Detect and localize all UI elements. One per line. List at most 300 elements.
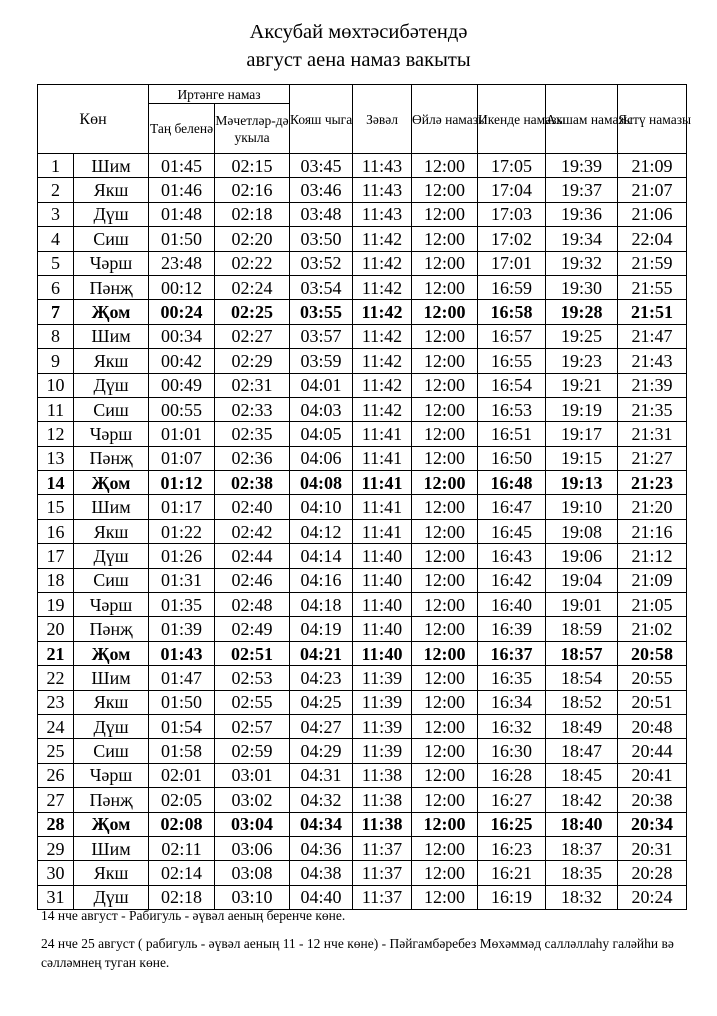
day-number-cell: 18: [38, 568, 74, 592]
time-cell: 12:00: [412, 154, 478, 178]
time-cell: 02:42: [215, 519, 290, 543]
time-cell: 11:43: [353, 202, 412, 226]
time-cell: 17:02: [478, 227, 546, 251]
time-cell: 16:51: [478, 422, 546, 446]
time-cell: 11:42: [353, 349, 412, 373]
table-row: [38, 519, 687, 543]
table-row: [38, 300, 687, 324]
time-cell: 02:22: [215, 251, 290, 275]
time-cell: 01:58: [149, 739, 215, 763]
weekday-cell: Сиш: [74, 568, 149, 592]
table-row: [38, 763, 687, 787]
note-2: 24 нче 25 август ( рабигуль - әүвәл аеның 11 - 12 нче көне) - Пәйгамбәребез Мөхәммәд салләллаһу галәйһи вә сәлләмнең туган көне.: [41, 936, 674, 970]
day-number-cell: 16: [38, 519, 74, 543]
time-cell: 02:44: [215, 544, 290, 568]
time-cell: 04:36: [290, 836, 353, 860]
weekday-cell: Җом: [74, 812, 149, 836]
weekday-cell: Җом: [74, 471, 149, 495]
time-cell: 04:06: [290, 446, 353, 470]
header-day: Көн: [38, 85, 149, 154]
time-cell: 04:05: [290, 422, 353, 446]
time-cell: 16:25: [478, 812, 546, 836]
time-cell: 04:31: [290, 763, 353, 787]
day-number-cell: 6: [38, 275, 74, 299]
time-cell: 11:40: [353, 593, 412, 617]
time-cell: 16:42: [478, 568, 546, 592]
time-cell: 12:00: [412, 446, 478, 470]
time-cell: 20:24: [618, 885, 687, 909]
time-cell: 11:42: [353, 373, 412, 397]
time-cell: 21:16: [618, 519, 687, 543]
time-cell: 20:55: [618, 666, 687, 690]
day-number-cell: 5: [38, 251, 74, 275]
time-cell: 16:19: [478, 885, 546, 909]
time-cell: 12:00: [412, 739, 478, 763]
time-cell: 12:00: [412, 666, 478, 690]
time-cell: 21:12: [618, 544, 687, 568]
time-cell: 18:45: [546, 763, 618, 787]
time-cell: 16:48: [478, 471, 546, 495]
time-cell: 11:40: [353, 568, 412, 592]
time-cell: 19:28: [546, 300, 618, 324]
time-cell: 12:00: [412, 519, 478, 543]
time-cell: 17:05: [478, 154, 546, 178]
time-cell: 16:53: [478, 397, 546, 421]
time-cell: 16:54: [478, 373, 546, 397]
time-cell: 04:40: [290, 885, 353, 909]
time-cell: 02:20: [215, 227, 290, 251]
time-cell: 02:14: [149, 861, 215, 885]
header-ikende: Икенде намазы: [478, 85, 546, 154]
time-cell: 02:18: [215, 202, 290, 226]
weekday-cell: Якш: [74, 349, 149, 373]
time-cell: 19:17: [546, 422, 618, 446]
time-cell: 20:58: [618, 641, 687, 665]
time-cell: 11:41: [353, 519, 412, 543]
time-cell: 19:06: [546, 544, 618, 568]
time-cell: 02:01: [149, 763, 215, 787]
time-cell: 21:09: [618, 568, 687, 592]
time-cell: 20:41: [618, 763, 687, 787]
time-cell: 20:51: [618, 690, 687, 714]
day-number-cell: 17: [38, 544, 74, 568]
time-cell: 02:35: [215, 422, 290, 446]
time-cell: 01:43: [149, 641, 215, 665]
time-cell: 16:32: [478, 714, 546, 738]
time-cell: 17:04: [478, 178, 546, 202]
weekday-cell: Чәрш: [74, 763, 149, 787]
time-cell: 20:34: [618, 812, 687, 836]
weekday-cell: Шим: [74, 154, 149, 178]
day-number-cell: 26: [38, 763, 74, 787]
time-cell: 02:18: [149, 885, 215, 909]
day-number-cell: 11: [38, 397, 74, 421]
time-cell: 21:09: [618, 154, 687, 178]
header-sunrise: Кояш чыга: [290, 85, 353, 154]
time-cell: 12:00: [412, 544, 478, 568]
table-row: [38, 251, 687, 275]
weekday-cell: Җом: [74, 641, 149, 665]
table-row: [38, 471, 687, 495]
table-row: [38, 324, 687, 348]
time-cell: 12:00: [412, 714, 478, 738]
time-cell: 18:32: [546, 885, 618, 909]
time-cell: 16:45: [478, 519, 546, 543]
weekday-cell: Якш: [74, 861, 149, 885]
time-cell: 11:37: [353, 885, 412, 909]
time-cell: 12:00: [412, 227, 478, 251]
weekday-cell: Пәнҗ: [74, 788, 149, 812]
time-cell: 03:45: [290, 154, 353, 178]
header-yastu: Ястү намазы: [618, 85, 687, 154]
time-cell: 19:25: [546, 324, 618, 348]
time-cell: 01:54: [149, 714, 215, 738]
table-body: [38, 154, 687, 910]
time-cell: 02:33: [215, 397, 290, 421]
weekday-cell: Сиш: [74, 739, 149, 763]
time-cell: 02:16: [215, 178, 290, 202]
time-cell: 21:23: [618, 471, 687, 495]
day-number-cell: 28: [38, 812, 74, 836]
time-cell: 11:40: [353, 544, 412, 568]
time-cell: 12:00: [412, 788, 478, 812]
time-cell: 11:40: [353, 617, 412, 641]
time-cell: 02:25: [215, 300, 290, 324]
time-cell: 19:36: [546, 202, 618, 226]
day-number-cell: 23: [38, 690, 74, 714]
time-cell: 21:06: [618, 202, 687, 226]
table-row: [38, 422, 687, 446]
time-cell: 19:13: [546, 471, 618, 495]
time-cell: 03:04: [215, 812, 290, 836]
table-row: [38, 275, 687, 299]
day-number-cell: 2: [38, 178, 74, 202]
time-cell: 12:00: [412, 397, 478, 421]
time-cell: 21:35: [618, 397, 687, 421]
day-number-cell: 10: [38, 373, 74, 397]
time-cell: 03:54: [290, 275, 353, 299]
time-cell: 16:34: [478, 690, 546, 714]
weekday-cell: Дүш: [74, 202, 149, 226]
table-row: [38, 666, 687, 690]
header-zeval: Зәвәл: [353, 85, 412, 154]
weekday-cell: Чәрш: [74, 593, 149, 617]
time-cell: 01:35: [149, 593, 215, 617]
time-cell: 20:31: [618, 836, 687, 860]
time-cell: 19:19: [546, 397, 618, 421]
time-cell: 04:34: [290, 812, 353, 836]
day-number-cell: 9: [38, 349, 74, 373]
time-cell: 19:04: [546, 568, 618, 592]
time-cell: 04:01: [290, 373, 353, 397]
time-cell: 02:40: [215, 495, 290, 519]
time-cell: 11:41: [353, 446, 412, 470]
weekday-cell: Шим: [74, 495, 149, 519]
time-cell: 21:05: [618, 593, 687, 617]
time-cell: 16:28: [478, 763, 546, 787]
table-row: [38, 495, 687, 519]
page-title: Аксубай мөхтәсибәтендә: [249, 21, 468, 43]
day-number-cell: 25: [38, 739, 74, 763]
time-cell: 19:01: [546, 593, 618, 617]
time-cell: 11:42: [353, 324, 412, 348]
time-cell: 02:48: [215, 593, 290, 617]
time-cell: 11:43: [353, 178, 412, 202]
time-cell: 04:08: [290, 471, 353, 495]
weekday-cell: Чәрш: [74, 422, 149, 446]
time-cell: 02:27: [215, 324, 290, 348]
time-cell: 21:55: [618, 275, 687, 299]
weekday-cell: Шим: [74, 836, 149, 860]
time-cell: 03:02: [215, 788, 290, 812]
weekday-cell: Пәнҗ: [74, 446, 149, 470]
table-row: [38, 739, 687, 763]
weekday-cell: Чәрш: [74, 251, 149, 275]
time-cell: 19:21: [546, 373, 618, 397]
time-cell: 18:35: [546, 861, 618, 885]
time-cell: 11:41: [353, 471, 412, 495]
time-cell: 12:00: [412, 641, 478, 665]
time-cell: 18:49: [546, 714, 618, 738]
time-cell: 16:37: [478, 641, 546, 665]
time-cell: 00:42: [149, 349, 215, 373]
time-cell: 19:30: [546, 275, 618, 299]
table-row: [38, 593, 687, 617]
header-oila: Өйлә намазы: [412, 85, 478, 154]
day-number-cell: 30: [38, 861, 74, 885]
time-cell: 02:38: [215, 471, 290, 495]
time-cell: 00:55: [149, 397, 215, 421]
time-cell: 20:38: [618, 788, 687, 812]
time-cell: 00:49: [149, 373, 215, 397]
time-cell: 12:00: [412, 202, 478, 226]
time-cell: 00:12: [149, 275, 215, 299]
time-cell: 01:48: [149, 202, 215, 226]
table-row: [38, 397, 687, 421]
time-cell: 02:08: [149, 812, 215, 836]
day-number-cell: 13: [38, 446, 74, 470]
time-cell: 19:10: [546, 495, 618, 519]
weekday-cell: Сиш: [74, 227, 149, 251]
header-morning-group: Иртәнге намаз: [149, 85, 290, 104]
time-cell: 11:38: [353, 788, 412, 812]
time-cell: 02:55: [215, 690, 290, 714]
prayer-times-table: [37, 84, 692, 910]
table-row: [38, 568, 687, 592]
time-cell: 02:31: [215, 373, 290, 397]
time-cell: 21:59: [618, 251, 687, 275]
time-cell: 18:47: [546, 739, 618, 763]
table-row: [38, 154, 687, 178]
time-cell: 04:19: [290, 617, 353, 641]
weekday-cell: Пәнҗ: [74, 275, 149, 299]
time-cell: 12:00: [412, 324, 478, 348]
time-cell: 02:49: [215, 617, 290, 641]
time-cell: 20:28: [618, 861, 687, 885]
time-cell: 01:50: [149, 690, 215, 714]
time-cell: 03:10: [215, 885, 290, 909]
time-cell: 11:39: [353, 690, 412, 714]
time-cell: 17:03: [478, 202, 546, 226]
time-cell: 01:26: [149, 544, 215, 568]
time-cell: 16:30: [478, 739, 546, 763]
time-cell: 01:46: [149, 178, 215, 202]
time-cell: 16:57: [478, 324, 546, 348]
time-cell: 18:42: [546, 788, 618, 812]
time-cell: 03:59: [290, 349, 353, 373]
time-cell: 16:43: [478, 544, 546, 568]
table-row: [38, 812, 687, 836]
table-row: [38, 349, 687, 373]
day-number-cell: 24: [38, 714, 74, 738]
time-cell: 01:39: [149, 617, 215, 641]
time-cell: 01:07: [149, 446, 215, 470]
time-cell: 12:00: [412, 593, 478, 617]
day-number-cell: 22: [38, 666, 74, 690]
time-cell: 04:27: [290, 714, 353, 738]
time-cell: 11:39: [353, 714, 412, 738]
day-number-cell: 15: [38, 495, 74, 519]
time-cell: 03:52: [290, 251, 353, 275]
day-number-cell: 8: [38, 324, 74, 348]
time-cell: 21:31: [618, 422, 687, 446]
time-cell: 03:01: [215, 763, 290, 787]
time-cell: 04:12: [290, 519, 353, 543]
table-row: [38, 836, 687, 860]
time-cell: 11:42: [353, 275, 412, 299]
time-cell: 11:43: [353, 154, 412, 178]
time-cell: 21:02: [618, 617, 687, 641]
table-row: [38, 373, 687, 397]
time-cell: 16:35: [478, 666, 546, 690]
time-cell: 01:50: [149, 227, 215, 251]
time-cell: 04:03: [290, 397, 353, 421]
time-cell: 02:51: [215, 641, 290, 665]
time-cell: 02:29: [215, 349, 290, 373]
time-cell: 21:27: [618, 446, 687, 470]
time-cell: 11:40: [353, 641, 412, 665]
time-cell: 02:59: [215, 739, 290, 763]
time-cell: 20:44: [618, 739, 687, 763]
table-row: [38, 714, 687, 738]
time-cell: 11:41: [353, 495, 412, 519]
time-cell: 04:23: [290, 666, 353, 690]
page-subtitle: август аена намаз вакыты: [246, 49, 471, 71]
time-cell: 01:01: [149, 422, 215, 446]
time-cell: 12:00: [412, 690, 478, 714]
time-cell: 12:00: [412, 349, 478, 373]
table-row: [38, 446, 687, 470]
time-cell: 18:37: [546, 836, 618, 860]
time-cell: 12:00: [412, 495, 478, 519]
time-cell: 02:15: [215, 154, 290, 178]
time-cell: 11:37: [353, 861, 412, 885]
time-cell: 12:00: [412, 617, 478, 641]
time-cell: 11:39: [353, 666, 412, 690]
time-cell: 12:00: [412, 568, 478, 592]
time-cell: 11:42: [353, 397, 412, 421]
time-cell: 04:29: [290, 739, 353, 763]
time-cell: 12:00: [412, 836, 478, 860]
time-cell: 21:43: [618, 349, 687, 373]
day-number-cell: 20: [38, 617, 74, 641]
time-cell: 12:00: [412, 885, 478, 909]
weekday-cell: Якш: [74, 178, 149, 202]
time-cell: 18:54: [546, 666, 618, 690]
time-cell: 12:00: [412, 300, 478, 324]
time-cell: 20:48: [618, 714, 687, 738]
time-cell: 21:47: [618, 324, 687, 348]
time-cell: 16:39: [478, 617, 546, 641]
weekday-cell: Дүш: [74, 544, 149, 568]
time-cell: 01:17: [149, 495, 215, 519]
day-number-cell: 1: [38, 154, 74, 178]
day-number-cell: 14: [38, 471, 74, 495]
day-number-cell: 31: [38, 885, 74, 909]
time-cell: 17:01: [478, 251, 546, 275]
time-cell: 16:50: [478, 446, 546, 470]
day-number-cell: 27: [38, 788, 74, 812]
table-row: [38, 617, 687, 641]
time-cell: 02:46: [215, 568, 290, 592]
time-cell: 22:04: [618, 227, 687, 251]
header-akhsham: Ахшам намазы: [546, 85, 618, 154]
time-cell: 01:22: [149, 519, 215, 543]
table-row: [38, 202, 687, 226]
time-cell: 02:53: [215, 666, 290, 690]
header-dawn: Таң беленә: [149, 104, 215, 154]
time-cell: 03:08: [215, 861, 290, 885]
table-row: [38, 788, 687, 812]
time-cell: 02:36: [215, 446, 290, 470]
time-cell: 19:08: [546, 519, 618, 543]
time-cell: 04:10: [290, 495, 353, 519]
time-cell: 18:57: [546, 641, 618, 665]
time-cell: 02:11: [149, 836, 215, 860]
time-cell: 01:47: [149, 666, 215, 690]
time-cell: 11:39: [353, 739, 412, 763]
time-cell: 03:46: [290, 178, 353, 202]
time-cell: 12:00: [412, 471, 478, 495]
time-cell: 04:25: [290, 690, 353, 714]
time-cell: 03:06: [215, 836, 290, 860]
time-cell: 19:23: [546, 349, 618, 373]
time-cell: 16:40: [478, 593, 546, 617]
time-cell: 16:23: [478, 836, 546, 860]
table-row: [38, 641, 687, 665]
time-cell: 03:48: [290, 202, 353, 226]
table-row: [38, 227, 687, 251]
time-cell: 00:34: [149, 324, 215, 348]
time-cell: 12:00: [412, 373, 478, 397]
day-number-cell: 21: [38, 641, 74, 665]
time-cell: 11:38: [353, 812, 412, 836]
time-cell: 18:52: [546, 690, 618, 714]
time-cell: 03:55: [290, 300, 353, 324]
day-number-cell: 19: [38, 593, 74, 617]
time-cell: 02:57: [215, 714, 290, 738]
time-cell: 11:42: [353, 300, 412, 324]
time-cell: 12:00: [412, 861, 478, 885]
time-cell: 11:41: [353, 422, 412, 446]
time-cell: 04:21: [290, 641, 353, 665]
time-cell: 03:50: [290, 227, 353, 251]
time-cell: 03:57: [290, 324, 353, 348]
time-cell: 04:18: [290, 593, 353, 617]
weekday-cell: Шим: [74, 666, 149, 690]
time-cell: 12:00: [412, 812, 478, 836]
time-cell: 19:34: [546, 227, 618, 251]
